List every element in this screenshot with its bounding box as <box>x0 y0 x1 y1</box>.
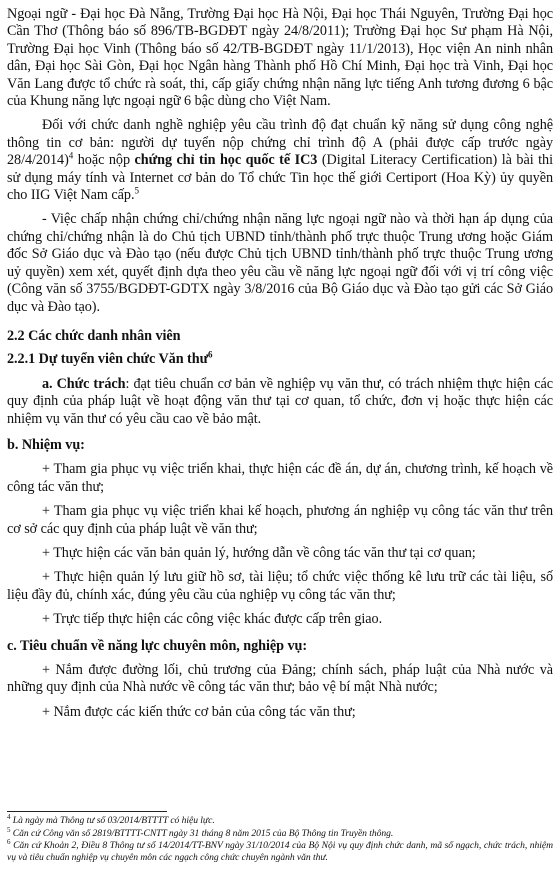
tasks-label: b. Nhiệm vụ: <box>7 436 85 453</box>
standard-item: + Nắm được đường lối, chủ trương của Đảng; chính sách, pháp luật của Nhà nước và những quy định của Nhà nước về công tác văn thư; bảo vệ bí mật Nhà nước; <box>7 662 553 696</box>
it-certificate-text-a: Đối với chức danh nghề nghiệp yêu cầu trình độ đạt chuẩn kỹ năng sử dụng công nghệ thông tin cơ bản: người dự tuyển nộp chứng chỉ trình độ A (phải được cấp trước ngày 28/4/2014) <box>7 117 553 169</box>
footnote-text: Căn cứ Khoản 2, Điều 8 Thông tư số 14/2014/TT-BNV ngày 31/10/2014 của Bộ Nội vụ quy định chức danh, mã số ngạch, chức trách, nhiệm vụ và tiêu chuẩn nghiệp vụ chuyên môn các ngạch công chức chuyên ngành văn thư. <box>7 840 553 863</box>
duties-label: a. Chức trách <box>42 375 126 392</box>
footnote-text: Là ngày mà Thông tư số 03/2014/BTTTT có hiệu lực. <box>10 815 215 826</box>
section-heading-2-2: 2.2 Các chức danh nhân viên <box>7 327 181 344</box>
paragraph-language-institutions: Ngoại ngữ - Đại học Đà Nẵng, Trường Đại học Hà Nội, Đại học Thái Nguyên, Trường Đại học Cần Thơ (Thông báo số 896/TB-BGDĐT ngày 24/8/2011); Trường Đại học Sư phạm Hà Nội, Trường Đại học Vinh (Thông báo số 42/TB-BGDĐT ngày 11/1/2013), Học viện An ninh nhân dân, Đại học Sài Gòn, Đại học Ngân hàng Thành phố Hồ Chí Minh, Đại học trà Vinh, Đại học Văn Lang được tổ chức rà soát, thi, cấp giấy chứng nhận năng lực tiếng Anh tương đương 6 bậc của Khung năng lực ngoại ngữ 6 bậc dùng cho Việt Nam. <box>7 6 553 110</box>
footnote-6 <box>7 840 553 863</box>
paragraph-it-certificate <box>7 117 553 204</box>
standard-item: + Nắm được các kiến thức cơ bản của công tác văn thư; <box>42 703 356 720</box>
paragraph-duties <box>7 376 553 428</box>
section-heading-2-2-1-text: 2.2.1 Dự tuyển viên chức Văn thư <box>7 351 209 368</box>
footnote-5 <box>7 825 553 840</box>
footnote-ref-6[interactable]: 6 <box>208 349 213 360</box>
section-heading-2-2-1 <box>7 351 553 368</box>
task-item: + Tham gia phục vụ việc triển khai, thực hiện các đề án, dự án, chương trình, kế hoạch về công tác văn thư; <box>7 461 553 495</box>
footnote-ref-5[interactable]: 5 <box>134 185 139 196</box>
footnote-text: Căn cứ Công văn số 2819/BTTTT-CNTT ngày 31 tháng 8 năm 2015 của Bộ Thông tin Truyền thông. <box>10 827 394 839</box>
duties-text: : đạt tiêu chuẩn cơ bản về nghiệp vụ văn thư, có trách nhiệm thực hiện các quy định của pháp luật về hoạt động văn thư tại cơ quan, tổ chức, đơn vị hoặc thực hiện các nhiệm vụ văn thư có yêu cầu cao về bảo mật. <box>7 375 553 427</box>
footnote-ref-4[interactable]: 4 <box>68 150 74 161</box>
tasks-list <box>7 461 553 628</box>
it-certificate-text-c: (Digital Literacy Certification) là bài thi sử dụng máy tính và Internet cơ bản do Tổ chức Tin học thế giới Certiport (Hoa Kỳ) ủy quyền cho IIG Việt Nam cấp. <box>7 152 553 204</box>
paragraph-certificate-acceptance: - Việc chấp nhận chứng chỉ/chứng nhận năng lực ngoại ngữ nào và thời hạn áp dụng của chứng chỉ/chứng nhận là do Chủ tịch UBND tỉnh/thành phố trực thuộc Trung ương hoặc Giám đốc Sở Giáo dục và Đào tạo (nếu được Chủ tịch UBND tỉnh/thành phố trực thuộc Trung ương uỷ quyền) xem xét, quyết định dựa theo yêu cầu về năng lực ngoại ngữ đối với vị trí công việc (Công văn số 3755/BGDĐT-GDTX ngày 3/8/2016 của Bộ Giáo dục và Đào tạo gửi các Sở Giáo dục và Đào tạo). <box>7 211 553 315</box>
footnote-4 <box>7 812 553 827</box>
task-item: + Trực tiếp thực hiện các công việc khác được cấp trên giao. <box>42 611 383 628</box>
it-certificate-text-b: hoặc nộp <box>73 152 135 169</box>
task-item: + Thực hiện quản lý lưu giữ hồ sơ, tài liệu; tổ chức việc thống kê lưu trữ các tài liệu, số liệu đầy đủ, chính xác, đúng yêu cầu của nghiệp vụ công tác văn thư; <box>7 569 553 603</box>
footnote-number: 4 <box>7 812 11 821</box>
footnote-number: 6 <box>7 838 11 846</box>
footnote-number: 5 <box>7 825 11 834</box>
footnotes <box>7 811 553 864</box>
ic3-certificate-label: chứng chỉ tin học quốc tế IC3 <box>134 152 318 169</box>
footnote-divider <box>7 811 167 812</box>
task-item: + Tham gia phục vụ việc triển khai kế hoạch, phương án nghiệp vụ công tác văn thư trên cơ sở các quy định của pháp luật về văn thư; <box>7 503 553 537</box>
standards-label: c. Tiêu chuẩn về năng lực chuyên môn, nghiệp vụ: <box>7 637 308 654</box>
task-item: + Thực hiện các văn bản quản lý, hướng dẫn về công tác văn thư tại cơ quan; <box>42 544 476 561</box>
standards-list <box>7 662 553 721</box>
